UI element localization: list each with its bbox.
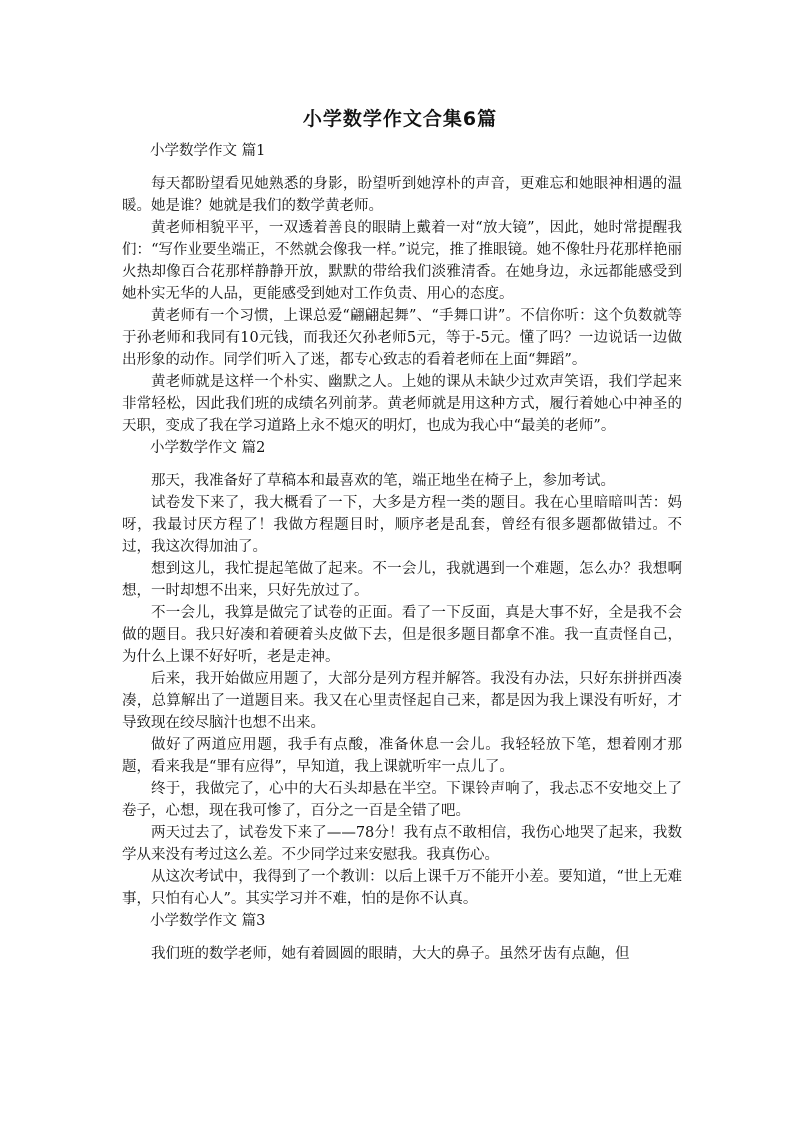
paragraph: 后来，我开始做应用题了，大部分是列方程并解答。我没有办法，只好东拼拼西凑凑，总算解出了一道题目来。我又在心里责怪起自己来，都是因为我上课没有听好，才导致现在绞尽脑汁也想不出来。	[122, 671, 682, 731]
section-spacer	[122, 932, 682, 943]
paragraph: 每天都盼望看见她熟悉的身影，盼望听到她淳朴的声音，更难忘和她眼神相遇的温暖。她是谁？她就是我们的数学黄老师。	[122, 176, 682, 214]
paragraph: 终于，我做完了，心中的大石头却悬在半空。下课铃声响了，我忐忑不安地交上了卷子，心想，现在我可惨了，百分之一百是全错了吧。	[122, 781, 682, 819]
section-heading: 小学数学作文 篇2	[150, 440, 266, 456]
paragraph: 从这次考试中，我得到了一个教训：以后上课千万不能开小差。要知道，“世上无难事，只怕有心人”。其实学习并不难，怕的是你不认真。	[122, 869, 682, 907]
paragraph: 黄老师相貌平平，一双透着善良的眼睛上戴着一对“放大镜”，因此，她时常提醒我们：“写作业要坐端正，不然就会像我一样。”说完，推了推眼镜。她不像牡丹花那样艳丽火热却像百合花那样静静开放，默默的带给我们淡雅清香。在她身边，永远都能感受到她朴实无华的人品，更能感受到她对工作负责、用心的态度。	[122, 220, 682, 302]
document-title: 小学数学作文合集6篇	[302, 108, 498, 130]
paragraph: 试卷发下来了，我大概看了一下，大多是方程一类的题目。我在心里暗暗叫苦：妈呀，我最讨厌方程了！我做方程题目时，顺序老是乱套，曾经有很多题都做错过。不过，我这次得加油了。	[122, 495, 682, 555]
paragraph: 想到这儿，我忙提起笔做了起来。不一会儿，我就遇到一个难题，怎么办？我想啊想，一时却想不出来，只好先放过了。	[122, 561, 682, 599]
paragraph: 黄老师就是这样一个朴实、幽默之人。上她的课从未缺少过欢声笑语，我们学起来非常轻松，因此我们班的成绩名列前茅。黄老师就是用这种方式，履行着她心中神圣的天职，变成了我在学习道路上永不熄灭的明灯，也成为我心中“最美的老师”。	[122, 374, 682, 434]
paragraph: 黄老师有一个习惯，上课总爱“翩翩起舞”、“手舞口讲”。不信你听：这个负数就等于孙老师和我同有10元钱，而我还欠孙老师5元，等于-5元。懂了吗？一边说话一边做出形象的动作。同学们听入了迷，都专心致志的看着老师在上面“舞蹈”。	[122, 308, 682, 368]
section-spacer	[122, 162, 682, 173]
paragraph: 那天，我准备好了草稿本和最喜欢的笔，端正地坐在椅子上，参加考试。	[151, 473, 615, 489]
document-body	[122, 140, 682, 965]
section-heading: 小学数学作文 篇3	[150, 913, 266, 929]
paragraph: 两天过去了，试卷发下来了——78分！我有点不敢相信，我伤心地哭了起来，我数学从来没有考过这么差。不少同学过来安慰我。我真伤心。	[122, 825, 682, 863]
section-heading: 小学数学作文 篇1	[150, 143, 266, 159]
paragraph: 不一会儿，我算是做完了试卷的正面。看了一下反面，真是大事不好，全是我不会做的题目。我只好凑和着硬着头皮做下去，但是很多题目都拿不准。我一直责怪自己，为什么上课不好好听，老是走神。	[122, 605, 682, 665]
paragraph: 我们班的数学老师，她有着圆圆的眼睛，大大的鼻子。虽然牙齿有点龅，但	[151, 946, 630, 962]
paragraph: 做好了两道应用题，我手有点酸，准备休息一会儿。我轻轻放下笔，想着刚才那题，看来我是“罪有应得”，早知道，我上课就听牢一点儿了。	[122, 737, 682, 775]
section-spacer	[122, 459, 682, 470]
